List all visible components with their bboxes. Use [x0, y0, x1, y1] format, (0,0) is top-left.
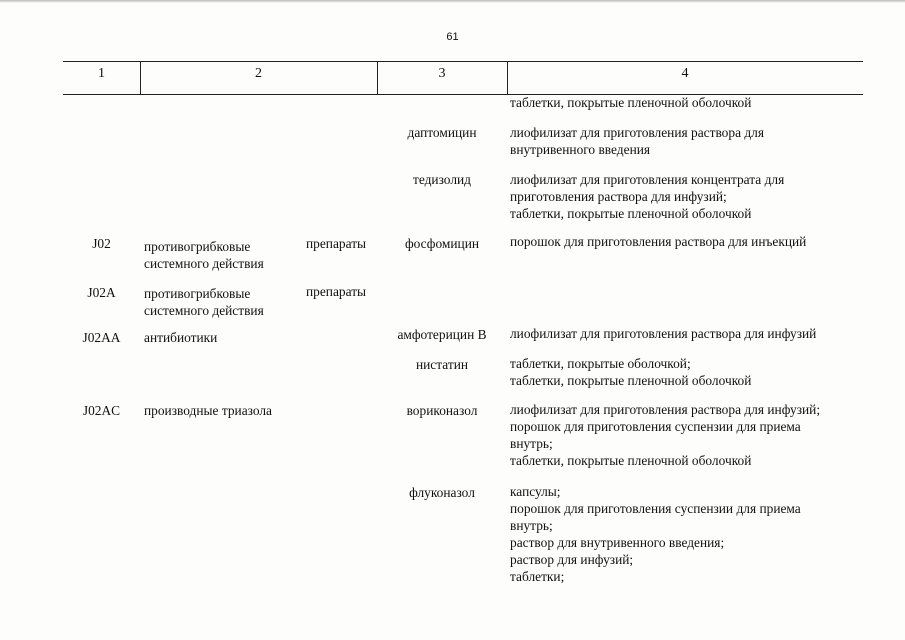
drug-name: тедизолид [413, 172, 471, 187]
atc-group-suffix: препараты [306, 236, 367, 251]
dosage-forms: таблетки, покрытые оболочкой; таблетки, покрытые пленочной оболочкой [510, 356, 752, 388]
atc-code: J02A [87, 285, 116, 300]
dosage-forms: порошок для приготовления раствора для инъекций [510, 234, 807, 249]
column-header-3: 3 [438, 66, 446, 81]
drug-name: флуконазол [409, 485, 475, 500]
drug-name: фосфомицин [404, 236, 480, 251]
atc-group-suffix: препараты [306, 284, 367, 299]
dosage-forms: лиофилизат для приготовления раствора для инфузий; порошок для приготовления суспензии для приема внутрь; таблетки, покрытые пленочной оболочкой [510, 402, 821, 468]
column-header-2: 2 [255, 66, 262, 81]
atc-code: J02AA [82, 330, 121, 345]
drug-name: вориконазол [406, 403, 478, 418]
atc-group: противогрибковые системного действия [144, 286, 264, 318]
atc-group: противогрибковые системного действия [144, 239, 264, 271]
dosage-forms: таблетки, покрытые пленочной оболочкой [510, 95, 752, 110]
drug-name: нистатин [415, 357, 469, 372]
dosage-forms: капсулы; порошок для приготовления суспензии для приема внутрь; раствор для внутривенного введения; раствор для инфузий; таблетки; [510, 484, 801, 584]
column-header-1: 1 [98, 66, 105, 81]
atc-group: производные триазола [144, 403, 272, 418]
drug-name: амфотерицин В [397, 327, 487, 342]
scan-edge [0, 0, 905, 3]
drug-name: даптомицин [407, 125, 477, 140]
dosage-forms: лиофилизат для приготовления концентрата для приготовления раствора для инфузий; таблетки, покрытые пленочной оболочкой [510, 172, 785, 221]
atc-code: J02 [92, 236, 111, 251]
dosage-forms: лиофилизат для приготовления раствора для внутривенного введения [510, 125, 765, 157]
atc-group: антибиотики [144, 330, 218, 345]
dosage-forms: лиофилизат для приготовления раствора для инфузий [510, 326, 817, 341]
page-number: 61 [446, 31, 459, 43]
atc-code: J02AC [82, 403, 121, 418]
column-header-4: 4 [681, 66, 689, 81]
table-top-rule [63, 61, 863, 62]
